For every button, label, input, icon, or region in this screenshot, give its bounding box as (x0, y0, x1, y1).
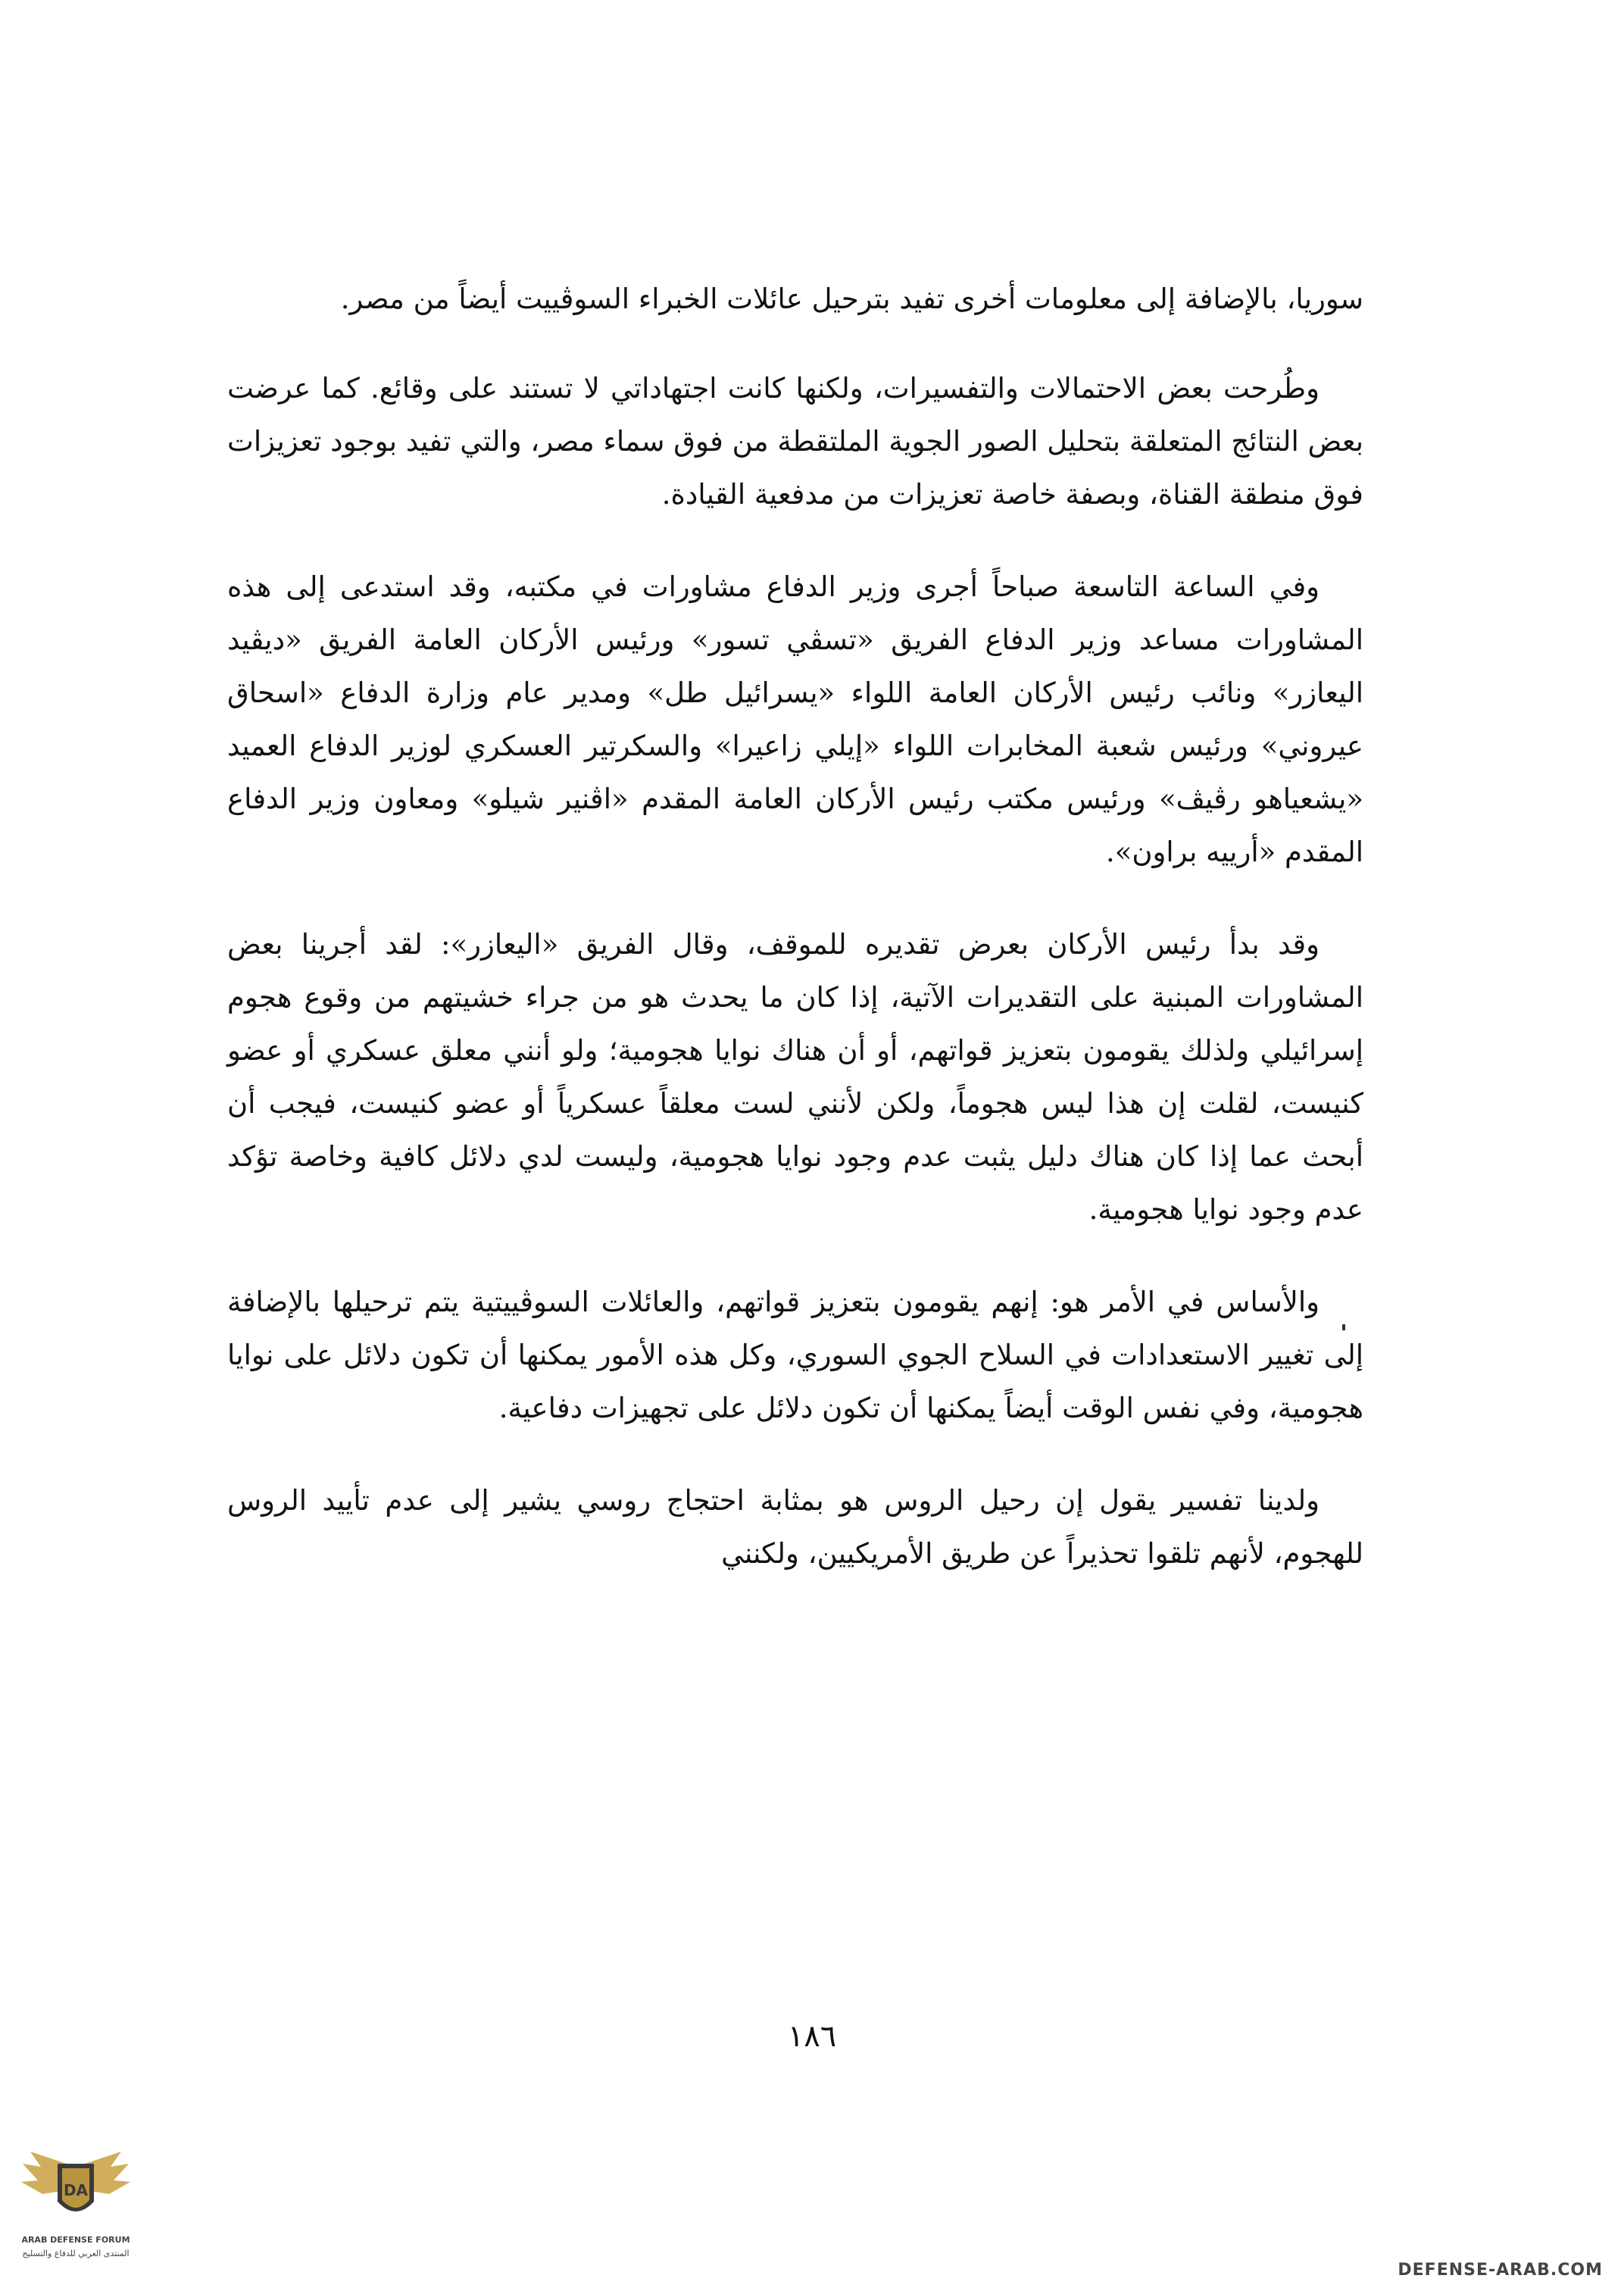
paragraph-6: ولدينا تفسير يقول إن رحيل الروس هو بمثابة احتجاج روسي يشير إلى عدم تأييد الروس للهجوم، لأنهم تلقوا تحذيراً عن طريق الأمريكيين، ولكنني (227, 1484, 1363, 1570)
paragraph-1: سوريا، بالإضافة إلى معلومات أخرى تفيد بترحيل عائلات الخبراء السوڤييت أيضاً من مصر. (340, 283, 1363, 315)
paragraph-3: وفي الساعة التاسعة صباحاً أجرى وزير الدفاع مشاورات في مكتبه، وقد استدعى إلى هذه المشاورات مساعد وزير الدفاع الفريق «تسڤي تسور» ورئيس الأركان العامة الفريق «ديڤيد اليعازر» ونائب رئيس الأركان العامة اللواء «يسرائيل طل» ومدير عام وزارة الدفاع «اسحاق عيروني» ورئيس شعبة المخابرات اللواء «إيلي زاعيرا» والسكرتير العسكري لوزير الدفاع العميد «يشعياهو رڤيڤ» ورئيس مكتب رئيس الأركان العامة المقدم «اڤنير شيلو» ومعاون وزير الدفاع المقدم «أرييه براون». (227, 570, 1363, 868)
watermark-logo (15, 2136, 136, 2280)
paragraph-5: والأساس في الأمر هو: إنهم يقومون بتعزيز قواتهم، والعائلات السوڤييتية يتم ترحيلها بالإضافة إلى تغيير الاستعدادات في السلاح الجوي السوري، وكل هذه الأمور يمكنها أن تكون دلائل على نوايا هجومية، وفي نفس الوقت أيضاً يمكنها أن تكون دلائل على تجهيزات دفاعية. (227, 1286, 1363, 1424)
logo-forum-name: ARAB DEFENSE FORUM (21, 2235, 130, 2245)
watermark-site: DEFENSE-ARAB.COM (1398, 2261, 1603, 2280)
page-number: ١٨٦ (787, 2019, 837, 2054)
margin-speck (1342, 1324, 1345, 1330)
logo-initials: DA (63, 2181, 89, 2199)
page-body (227, 273, 1363, 1580)
logo-forum-name-arabic: المنتدى العربي للدفاع والتسليح (22, 2249, 130, 2258)
paragraph-2: وطُرحت بعض الاحتمالات والتفسيرات، ولكنها كانت اجتهاداتي لا تستند على وقائع. كما عرضت بعض النتائج المتعلقة بتحليل الصور الجوية الملتقطة من فوق سماء مصر، والتي تفيد بوجود تعزيزات فوق منطقة القناة، وبصفة خاصة تعزيزات من مدفعية القيادة. (227, 372, 1363, 511)
paragraph-4: وقد بدأ رئيس الأركان بعرض تقديره للموقف، وقال الفريق «اليعازر»: لقد أجرينا بعض المشاورات المبنية على التقديرات الآتية، إذا كان ما يحدث هو من جراء خشيتهم من وقوع هجوم إسرائيلي ولذلك يقومون بتعزيز قواتهم، أو أن هناك نوايا هجومية؛ ولو أنني معلق عسكري أو عضو كنيست، لقلت إن هذا ليس هجوماً، ولكن لأنني لست معلقاً عسكرياً أو عضو كنيست، فيجب أن أبحث عما إذا كان هناك دليل يثبت عدم وجود نوايا هجومية، وليست لدي دلائل كافية وخاصة تؤكد عدم وجود نوايا هجومية. (227, 928, 1363, 1226)
eagle-emblem-icon (15, 2136, 136, 2280)
